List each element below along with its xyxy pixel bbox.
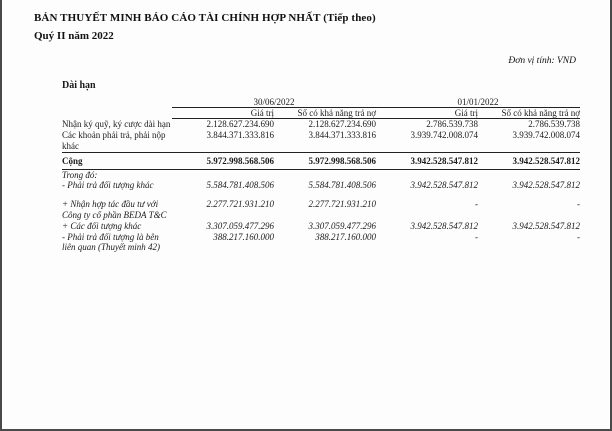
row-payable-current: 2.128.627.234.690 (308, 119, 377, 130)
row-value-current: 388.217.160.000 (213, 231, 274, 242)
row-label: - Phải trả đối tượng khác (62, 180, 154, 191)
row-value-previous (376, 169, 478, 180)
row-payable-previous: - (577, 199, 581, 210)
row-value-current (172, 169, 274, 180)
table-row-total (62, 152, 580, 169)
spacer-cell (478, 191, 580, 199)
row-value-current: 3.307.059.477.296 (206, 220, 274, 231)
spacer-cell (62, 191, 172, 199)
section-label: Dài hạn (62, 80, 96, 91)
page-title: BẢN THUYẾT MINH BÁO CÁO TÀI CHÍNH HỢP NHẤT (Tiếp theo) (34, 12, 376, 24)
row-label: Cộng (62, 152, 172, 169)
row-value-current: 2.128.627.234.690 (206, 119, 274, 130)
table-row-note (62, 169, 580, 180)
row-payable-previous: 3.942.528.547.812 (512, 220, 581, 231)
header-blank-cell (62, 97, 172, 108)
financial-table (62, 97, 580, 253)
row-payable-current (274, 169, 376, 180)
row-label: - Phải trả đối tượng là bên liên quan (Thuyết minh 42) (62, 231, 160, 253)
table-row (62, 180, 580, 191)
row-value-previous: 3.942.528.547.812 (410, 220, 479, 231)
spacer-cell (376, 191, 478, 199)
row-payable-current: 5.972.998.568.506 (274, 152, 376, 169)
row-payable-current: 3.844.371.333.816 (308, 130, 377, 141)
row-value-current: 3.844.371.333.816 (206, 130, 274, 141)
spacer-cell (274, 191, 376, 199)
header-period-current: 30/06/2022 (172, 97, 376, 108)
row-value-current: 2.277.721.931.210 (206, 199, 274, 210)
table-row (62, 199, 580, 221)
row-payable-previous: - (577, 231, 581, 242)
row-payable-current: 3.307.059.477.296 (308, 220, 377, 231)
row-payable-current: 388.217.160.000 (315, 231, 377, 242)
row-label: Nhận ký quỹ, ký cược dài hạn (62, 118, 171, 129)
row-value-previous: 3.942.528.547.812 (376, 152, 478, 169)
row-payable-previous: 3.942.528.547.812 (512, 180, 581, 191)
header-blank-cell-2 (62, 108, 172, 119)
row-label: Trong đó: (62, 169, 98, 180)
row-value-previous: 3.942.528.547.812 (410, 180, 479, 191)
table-row (62, 119, 580, 130)
header-payable-previous: Số có khả năng trả nợ (478, 108, 580, 119)
row-label: Các khoản phải trả, phải nộp khác (62, 130, 166, 151)
table-row-spacer (62, 191, 580, 199)
row-value-previous: 2.786.539.738 (426, 119, 479, 130)
header-period-previous: 01/01/2022 (376, 97, 580, 108)
document-header (2, 0, 610, 42)
header-value-current: Giá trị (172, 108, 274, 119)
table-row (62, 130, 580, 152)
header-value-previous: Giá trị (376, 108, 478, 119)
table-body (62, 119, 580, 253)
row-value-current: 5.972.998.568.506 (172, 152, 274, 169)
row-value-previous: - (475, 199, 479, 210)
row-value-previous: - (475, 231, 479, 242)
row-payable-previous (478, 169, 580, 180)
header-payable-current: Số có khả năng trả nợ (274, 108, 376, 119)
row-payable-previous: 3.939.742.008.074 (512, 130, 581, 141)
table-row (62, 221, 580, 232)
row-payable-previous: 3.942.528.547.812 (478, 152, 580, 169)
row-value-previous: 3.939.742.008.074 (410, 130, 479, 141)
table-header-groups (62, 97, 580, 108)
row-value-current: 5.584.781.408.506 (206, 180, 274, 191)
currency-unit-note: Đơn vị tính: VND (508, 56, 576, 66)
row-payable-previous: 2.786.539.738 (528, 119, 581, 130)
spacer-cell (172, 191, 274, 199)
table-header-subs (62, 108, 580, 119)
row-payable-current: 5.584.781.408.506 (308, 180, 377, 191)
table-row (62, 232, 580, 254)
page-subtitle: Quý II năm 2022 (34, 30, 114, 42)
row-payable-current: 2.277.721.931.210 (308, 199, 377, 210)
row-label: + Nhận hợp tác đầu tư với Công ty cổ phần BEDA T&C (62, 199, 167, 220)
row-label: + Các đối tượng khác (62, 220, 142, 231)
